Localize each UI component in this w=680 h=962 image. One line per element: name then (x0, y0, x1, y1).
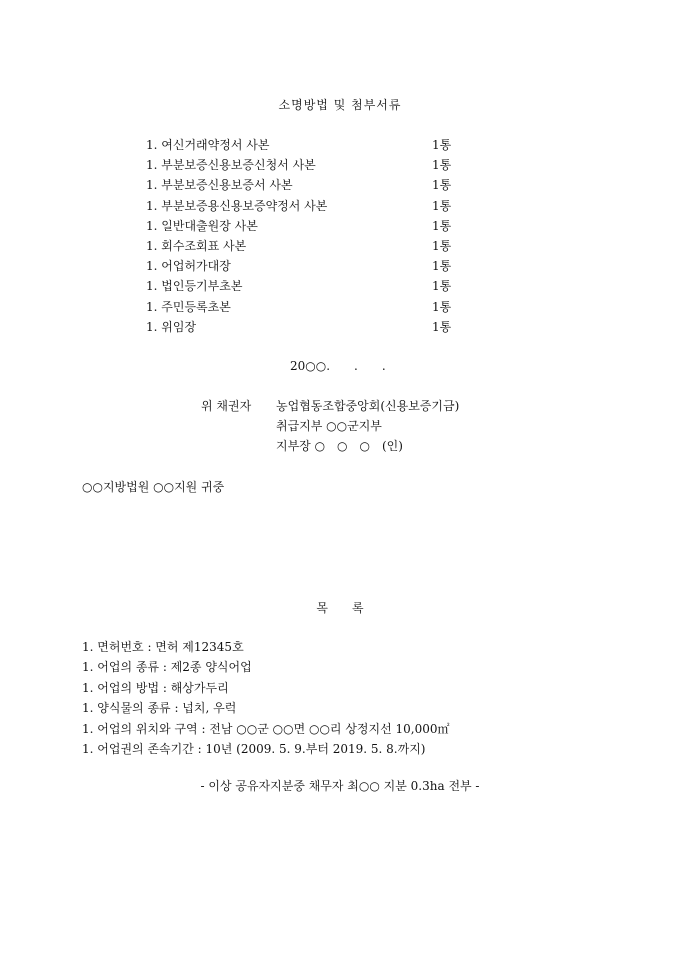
attachment-row (146, 155, 466, 175)
attachment-row (146, 276, 466, 296)
list-item: 1. 양식물의 종류 : 넙치, 우럭 (82, 701, 237, 716)
attachment-row (146, 236, 466, 256)
attachment-qty: 1통 (432, 158, 452, 173)
list-item: 1. 어업의 위치와 구역 : 전남 ○○군 ○○면 ○○리 상정지선 10,000㎡ (82, 721, 450, 736)
attachments-heading: 소명방법 및 첨부서류 (278, 98, 402, 112)
attachment-qty: 1통 (432, 259, 452, 274)
attachment-row (146, 175, 466, 195)
document-date: 20○○. . . (290, 359, 386, 373)
attachment-qty: 1통 (432, 238, 452, 253)
attachment-row (146, 256, 466, 276)
list-item: 1. 어업의 방법 : 해상가두리 (82, 680, 229, 695)
attachment-row (146, 196, 466, 216)
attachment-name: 1. 부분보증신용보증신청서 사본 (146, 158, 316, 173)
inventory-heading: 목 록 (316, 601, 364, 615)
attachment-qty: 1통 (432, 178, 452, 193)
inventory-footer-note: - 이상 공유자지분중 채무자 최○○ 지분 0.3ha 전부 - (200, 779, 480, 793)
attachment-name: 1. 주민등록초본 (146, 299, 231, 314)
creditor-name: 농업협동조합중앙회(신용보증기금) (276, 399, 460, 413)
attachment-qty: 1통 (432, 218, 452, 233)
inventory-list (82, 637, 450, 759)
attachment-list (146, 135, 466, 337)
attachment-qty: 1통 (432, 299, 452, 314)
attachment-row (146, 135, 466, 155)
attachment-name: 1. 여신거래약정서 사본 (146, 138, 270, 152)
attachment-qty: 1통 (432, 198, 452, 213)
attachment-qty: 1통 (432, 279, 452, 294)
list-item: 1. 면허번호 : 면허 제12345호 (82, 640, 244, 654)
attachment-qty: 1통 (432, 319, 452, 334)
attachment-row (146, 216, 466, 236)
attachment-row (146, 297, 466, 317)
attachment-row (146, 317, 466, 337)
creditor-label: 위 채권자 (201, 399, 252, 413)
attachment-name: 1. 어업허가대장 (146, 259, 231, 274)
attachment-name: 1. 법인등기부초본 (146, 279, 243, 294)
court-addressee: ○○지방법원 ○○지원 귀중 (82, 480, 225, 494)
attachment-name: 1. 부분보증신용보증서 사본 (146, 178, 293, 193)
handling-branch: 취급지부 ○○군지부 (276, 419, 382, 433)
list-item: 1. 어업권의 존속기간 : 10년 (2009. 5. 9.부터 2019. 5. 8.까지) (82, 741, 426, 756)
attachment-name: 1. 일반대출원장 사본 (146, 218, 258, 233)
branch-manager-signature: 지부장 ○ ○ ○ (인) (276, 439, 403, 453)
list-item: 1. 어업의 종류 : 제2종 양식어업 (82, 660, 252, 675)
attachment-qty: 1통 (432, 138, 452, 152)
attachment-name: 1. 위임장 (146, 319, 197, 334)
attachment-name: 1. 부분보증용신용보증약정서 사본 (146, 198, 328, 213)
attachment-name: 1. 회수조회표 사본 (146, 238, 247, 253)
